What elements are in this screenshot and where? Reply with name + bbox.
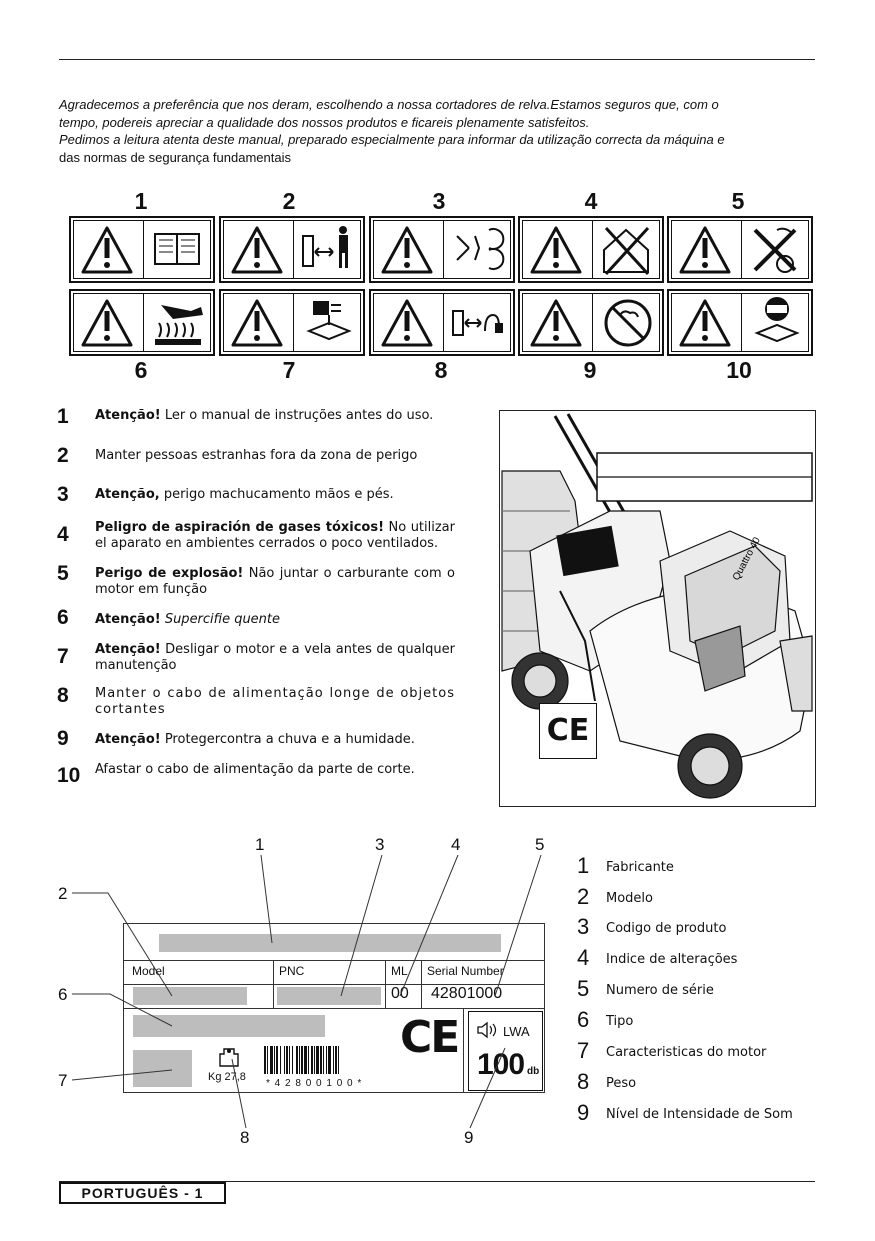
warning-body: Protegercontra a chuva e a humidade.: [160, 732, 415, 747]
legend-number: 9: [577, 1100, 590, 1125]
sound-level-box: [468, 1011, 543, 1091]
serial-label: Serial Number: [427, 964, 504, 978]
panel-divider: [143, 221, 144, 278]
safety-symbol-panel: [369, 289, 515, 356]
panel-divider: [741, 294, 742, 351]
ce-mark-box: CE: [539, 703, 597, 759]
legend-number: 3: [577, 914, 590, 939]
warning-bold: Atenção!: [95, 732, 161, 747]
warning-triangle-icon: [377, 220, 437, 280]
symbol-number: 8: [434, 357, 448, 383]
hot-surface-icon: [149, 293, 209, 353]
plate-callout: 2: [58, 884, 68, 903]
plate-callout: 7: [58, 1071, 68, 1090]
panel-divider: [592, 294, 593, 351]
warning-body: No utilizar el aparato en ambientes cerrados o poco ventilados.: [95, 520, 455, 551]
toxic-fumes-icon: [598, 220, 658, 280]
warning-body: Manter pessoas estranhas fora da zona de perigo: [95, 448, 418, 463]
warning-triangle-icon: [526, 293, 586, 353]
blade-hazard-icon: [449, 220, 509, 280]
warning-bold: Atenção!: [95, 612, 161, 627]
symbol-number: 10: [726, 357, 752, 383]
warning-triangle-icon: [77, 220, 137, 280]
panel-divider: [293, 221, 294, 278]
warning-text: [95, 686, 455, 718]
warning-number: 2: [57, 444, 69, 467]
legend-text: Nível de Intensidade de Som: [606, 1107, 793, 1122]
symbol-number: 5: [731, 188, 745, 214]
legend-text: Numero de série: [606, 983, 714, 998]
db-unit: db: [527, 1066, 540, 1077]
warning-triangle-icon: [675, 293, 735, 353]
safety-symbol-panel: [219, 216, 365, 283]
safety-symbol-panel: [667, 289, 813, 356]
intro-line-1: Agradecemos a preferência que nos deram, escolhendo a nossa cortadores de relva.Estamos seguros que, com o: [59, 97, 719, 112]
safety-symbol-panel: [667, 216, 813, 283]
legend-number: 1: [577, 853, 590, 878]
legend-number: 2: [577, 884, 590, 909]
warning-number: 10: [57, 764, 81, 787]
warning-number: 6: [57, 606, 69, 629]
warning-number: 5: [57, 562, 69, 585]
plate-col-divider: [273, 960, 274, 1008]
warning-bold: Perigo de explosão!: [95, 566, 244, 581]
plate-callout: 1: [255, 835, 265, 854]
weight-value: Kg 27,8: [208, 1071, 246, 1083]
warning-body: Supercifie quente: [160, 612, 281, 627]
model-field: [133, 987, 247, 1005]
pnc-label: PNC: [279, 964, 305, 978]
intro-line-2: tempo, podereis apreciar a qualidade dos nossos produtos e ficareis plenamente satisfeitos.: [59, 114, 590, 130]
ml-value: 00: [391, 985, 409, 1002]
barcode-text: * 4 2 8 0 0 1 0 0 *: [266, 1078, 363, 1089]
safety-symbol-panel: [518, 216, 664, 283]
warning-text: [95, 642, 455, 674]
legend-text: Codigo de produto: [606, 921, 727, 936]
top-rule: [59, 59, 815, 60]
panel-divider: [741, 221, 742, 278]
warning-number: 8: [57, 684, 69, 707]
symbol-number: 7: [282, 357, 296, 383]
warning-body: Desligar o motor e a vela antes de qualquer manutenção: [95, 642, 455, 673]
warning-triangle-icon: [227, 293, 287, 353]
safety-symbol-panel: [219, 289, 365, 356]
plate-callout: 6: [58, 985, 68, 1004]
warning-text: [95, 408, 455, 424]
plate-callout: 3: [375, 835, 385, 854]
legend-text: Modelo: [606, 891, 653, 906]
lwa-value: 100: [477, 1048, 525, 1081]
warning-text: [95, 566, 455, 598]
symbol-number: 4: [584, 188, 598, 214]
legend-text: Indice de alterações: [606, 952, 738, 967]
safety-symbol-panel: [518, 289, 664, 356]
plate-callout: 5: [535, 835, 545, 854]
warning-text: [95, 520, 455, 552]
safety-symbol-panel: [69, 216, 215, 283]
plate-col-divider: [463, 1008, 464, 1093]
warning-body: Manter o cabo de alimentação longe de objetos cortantes: [95, 686, 455, 717]
mower-illustration: [499, 410, 816, 807]
weight-icon: [218, 1046, 240, 1068]
plate-col-divider: [385, 960, 386, 1008]
symbol-number: 6: [134, 357, 148, 383]
panel-divider: [443, 294, 444, 351]
warning-body: Afastar o cabo de alimentação da parte de corte.: [95, 762, 415, 777]
symbol-number: 3: [432, 188, 446, 214]
warning-number: 1: [57, 405, 69, 428]
warning-bold: Atenção,: [95, 487, 160, 502]
warning-triangle-icon: [77, 293, 137, 353]
warning-text: [95, 448, 455, 464]
warning-triangle-icon: [526, 220, 586, 280]
legend-number: 8: [577, 1069, 590, 1094]
warning-triangle-icon: [227, 220, 287, 280]
warning-number: 3: [57, 483, 69, 506]
model-label: Model: [132, 964, 165, 978]
warning-bold: Atenção!: [95, 408, 161, 423]
symbol-number: 1: [134, 188, 148, 214]
warning-number: 9: [57, 727, 69, 750]
panel-divider: [143, 294, 144, 351]
panel-divider: [293, 294, 294, 351]
no-fuel-running-icon: [747, 220, 807, 280]
warning-triangle-icon: [675, 220, 735, 280]
warning-text: [95, 487, 455, 503]
warning-text: [95, 762, 455, 778]
warning-body: Não juntar o carburante com o motor em função: [95, 566, 455, 597]
warning-bold: Peligro de aspiración de gases tóxicos!: [95, 520, 385, 535]
serial-value: 42801000: [431, 985, 503, 1002]
legend-number: 4: [577, 945, 590, 970]
warning-bold: Atenção!: [95, 642, 161, 657]
panel-divider: [443, 221, 444, 278]
legend-text: Peso: [606, 1076, 637, 1091]
symbol-number: 9: [583, 357, 597, 383]
legend-number: 5: [577, 976, 590, 1001]
warning-body: perigo machucamento mãos e pés.: [159, 487, 394, 502]
disconnect-spark-plug-icon: [299, 293, 359, 353]
intro-text: [59, 96, 819, 166]
symbol-number: 2: [282, 188, 296, 214]
read-manual-icon: [149, 220, 209, 280]
plate-callout: 4: [451, 835, 461, 854]
plate-callout: 8: [240, 1128, 250, 1147]
safety-symbol-panel: [369, 216, 515, 283]
ml-label: ML: [391, 964, 408, 978]
safety-symbol-panel: [69, 289, 215, 356]
cable-away-icon: [449, 293, 509, 353]
footer-page-label: PORTUGUÊS - 1: [59, 1182, 226, 1204]
legend-number: 7: [577, 1038, 590, 1063]
intro-line-4: das normas de segurança fundamentais: [59, 149, 291, 165]
type-field: [133, 1015, 325, 1037]
warning-text: [95, 612, 455, 628]
unplug-before-maintenance-icon: [747, 293, 807, 353]
plate-row-divider: [123, 960, 545, 961]
lwa-label: LWA: [503, 1024, 530, 1039]
plate-ce-mark: CE: [400, 1012, 459, 1063]
barcode-icon: [264, 1046, 396, 1076]
legend-text: Tipo: [606, 1014, 634, 1029]
legend-number: 6: [577, 1007, 590, 1032]
plate-callout: 9: [464, 1128, 474, 1147]
warning-body: Ler o manual de instruções antes do uso.: [160, 408, 434, 423]
warning-triangle-icon: [377, 293, 437, 353]
engine-field: [133, 1050, 192, 1087]
legend-text: Caracteristicas do motor: [606, 1045, 767, 1060]
warning-text: [95, 732, 455, 748]
plate-col-divider: [421, 960, 422, 1008]
warning-number: 4: [57, 523, 69, 546]
plate-row-divider: [123, 1008, 545, 1009]
keep-bystanders-away-icon: [299, 220, 359, 280]
intro-line-3: Pedimos a leitura atenta deste manual, preparado especialmente para informar da utilização correcta da máquina e: [59, 132, 725, 147]
speaker-icon: [475, 1020, 499, 1040]
warning-number: 7: [57, 645, 69, 668]
no-rain-icon: [598, 293, 658, 353]
pnc-field: [277, 987, 381, 1005]
legend-text: Fabricante: [606, 860, 674, 875]
manufacturer-field: [159, 934, 501, 952]
mower-brand-text: Quattro 40: [730, 535, 763, 583]
panel-divider: [592, 221, 593, 278]
